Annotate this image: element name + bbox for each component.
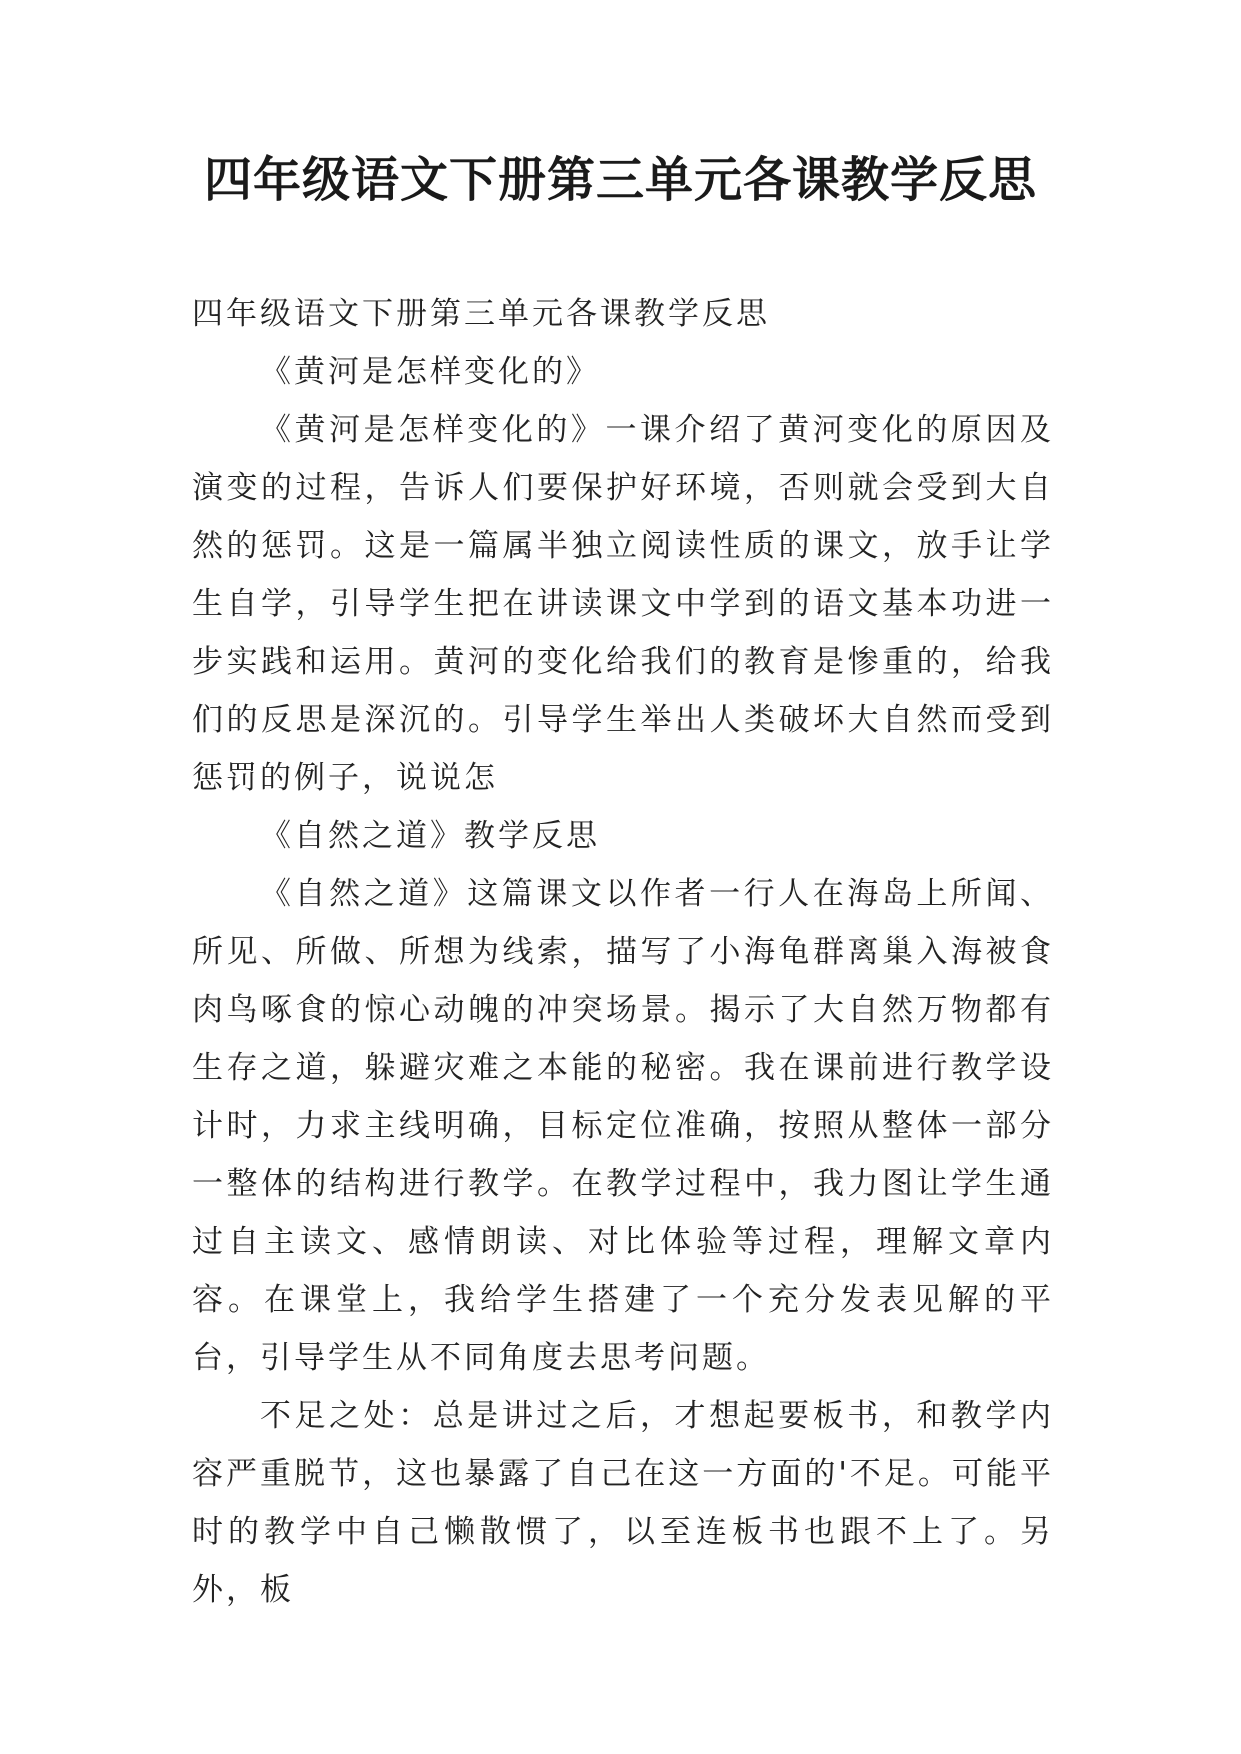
paragraph-yellow-river-reflection: 《黄河是怎样变化的》一课介绍了黄河变化的原因及演变的过程，告诉人们要保护好环境，否则就会受到大自然的惩罚。这是一篇属半独立阅读性质的课文，放手让学生自学，引导学生把在讲读课文中学到的语文基本功进一步实践和运用。黄河的变化给我们的教育是惨重的，给我们的反思是深沉的。引导学生举出人类破坏大自然而受到惩罚的例子，说说怎 bbox=[192, 412, 1054, 796]
document-title: 四年级语文下册第三单元各课教学反思 bbox=[203, 152, 1037, 208]
paragraph-shortcomings: 不足之处：总是讲过之后，才想起要板书，和教学内容严重脱节，这也暴露了自己在这一方面的'不足。可能平时的教学中自己懒散惯了，以至连板书也跟不上了。另外，板 bbox=[192, 1398, 1054, 1608]
paragraph-section-heading-yellow-river: 《黄河是怎样变化的》 bbox=[260, 354, 600, 390]
paragraph-nature-reflection: 《自然之道》这篇课文以作者一行人在海岛上所闻、所见、所做、所想为线索，描写了小海龟群离巢入海被食肉鸟啄食的惊心动魄的冲突场景。揭示了大自然万物都有生存之道，躲避灾难之本能的秘密。我在课前进行教学设计时，力求主线明确，目标定位准确，按照从整体一部分一整体的结构进行教学。在教学过程中，我力图让学生通过自主读文、感情朗读、对比体验等过程，理解文章内容。在课堂上，我给学生搭建了一个充分发表见解的平台，引导学生从不同角度去思考问题。 bbox=[192, 876, 1054, 1376]
paragraph-section-heading-nature: 《自然之道》教学反思 bbox=[260, 818, 600, 854]
document-body bbox=[192, 285, 1054, 1619]
paragraph-subtitle: 四年级语文下册第三单元各课教学反思 bbox=[192, 296, 770, 332]
